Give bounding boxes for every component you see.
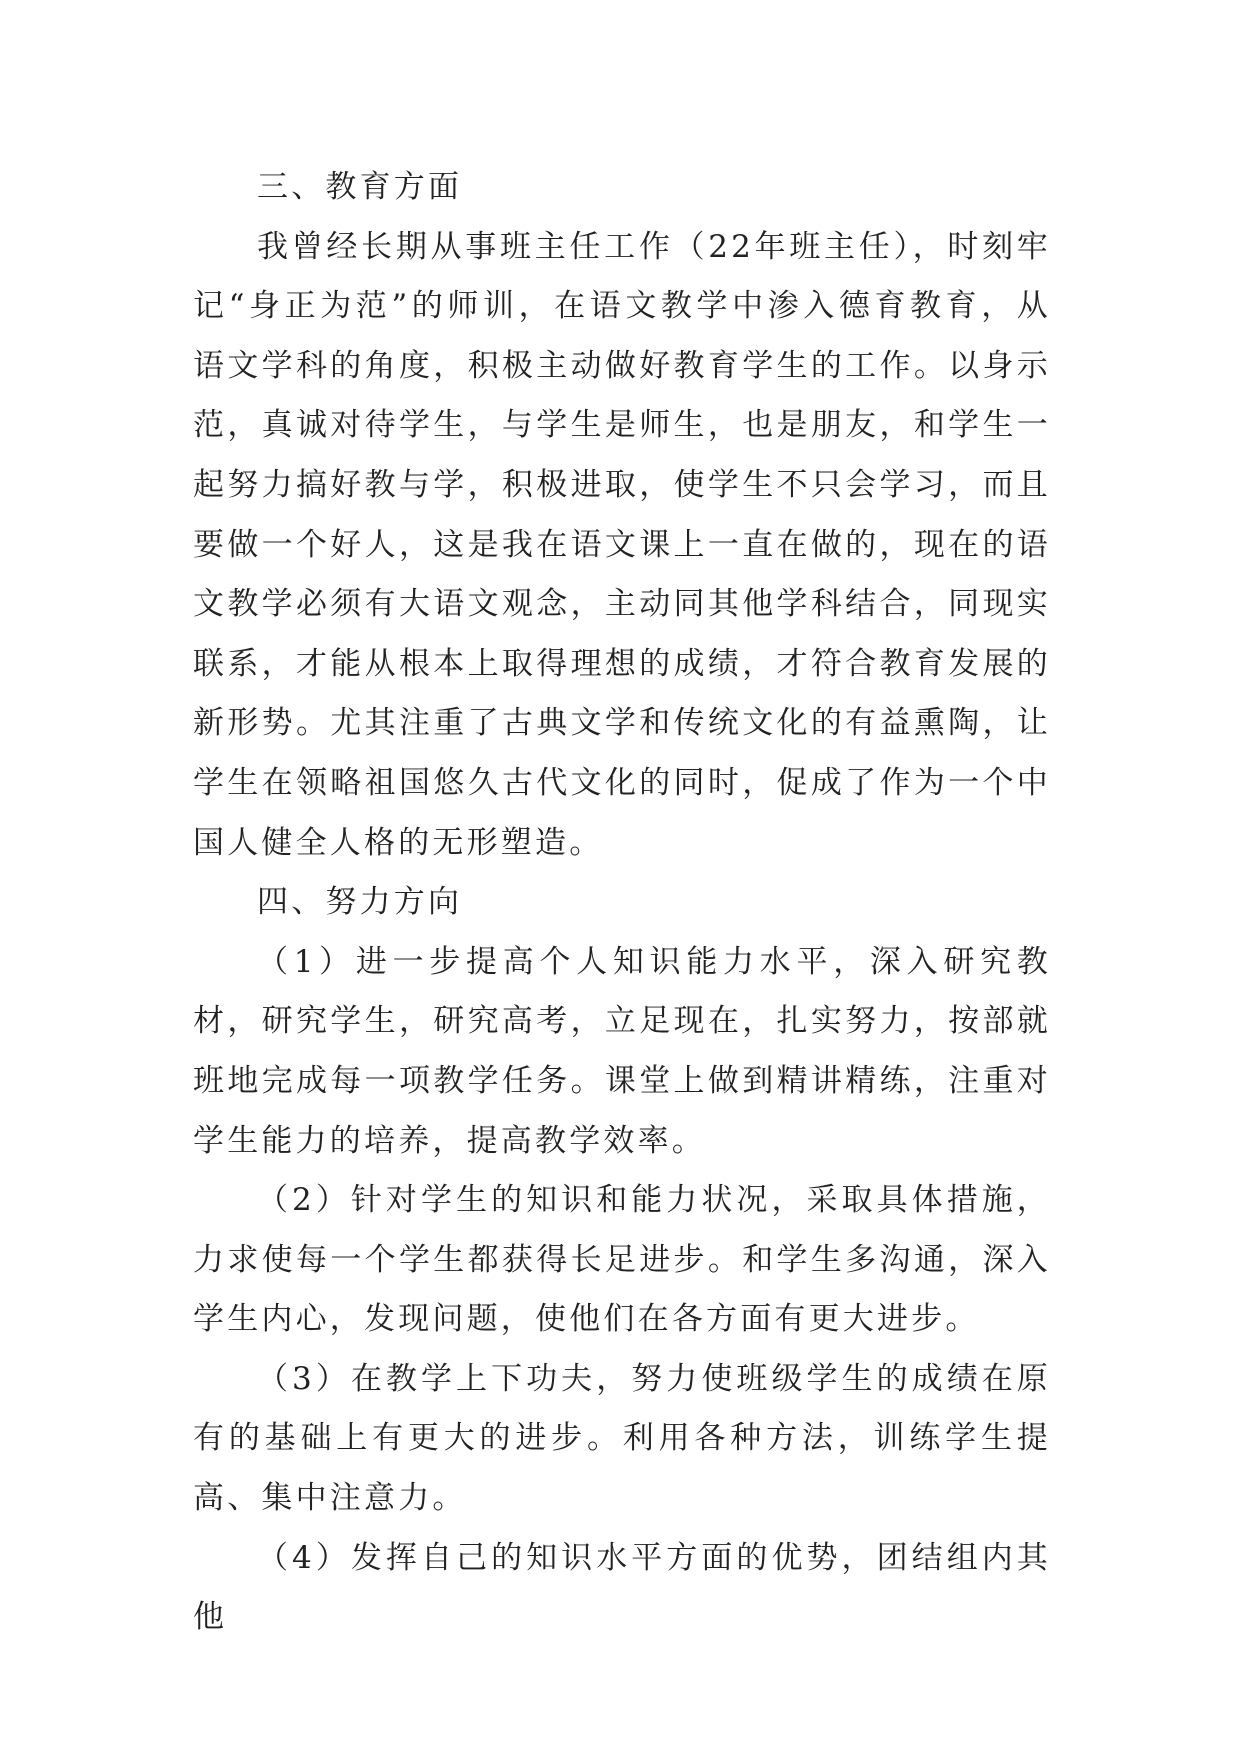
paragraph-direction-item-1: （1）进一步提高个人知识能力水平，深入研究教材，研究学生，研究高考，立足现在，扎实努力，按部就班地完成每一项教学任务。课堂上做到精讲精练，注重对学生能力的培养，提高教学效率。 [193, 943, 1051, 1159]
paragraph-direction-item-4: （4）发挥自己的知识水平方面的优势，团结组内其他 [193, 1539, 1051, 1636]
paragraph-direction-item-3: （3）在教学上下功夫，努力使班级学生的成绩在原有的基础上有更大的进步。利用各种方法，训练学生提高、集中注意力。 [193, 1360, 1051, 1517]
document-body [193, 158, 1051, 1648]
paragraph-direction-item-2: （2）针对学生的知识和能力状况，采取具体措施，力求使每一个学生都获得长足进步。和学生多沟通，深入学生内心，发现问题，使他们在各方面有更大进步。 [193, 1182, 1051, 1338]
section-heading-education: 三、教育方面 [257, 169, 463, 205]
paragraph-education-body: 我曾经长期从事班主任工作（22年班主任），时刻牢记“身正为范”的师训，在语文教学中渗入德育教育，从语文学科的角度，积极主动做好教育学生的工作。以身示范，真诚对待学生，与学生是师生，也是朋友，和学生一起努力搞好教与学，积极进取，使学生不只会学习，而且要做一个好人，这是我在语文课上一直在做的，现在的语文教学必须有大语文观念，主动同其他学科结合，同现实联系，才能从根本上取得理想的成绩，才符合教育发展的新形势。尤其注重了古典文学和传统文化的有益熏陶，让学生在领略祖国悠久古代文化的同时，促成了作为一个中国人健全人格的无形塑造。 [193, 228, 1051, 861]
section-heading-direction: 四、努力方向 [257, 884, 463, 921]
